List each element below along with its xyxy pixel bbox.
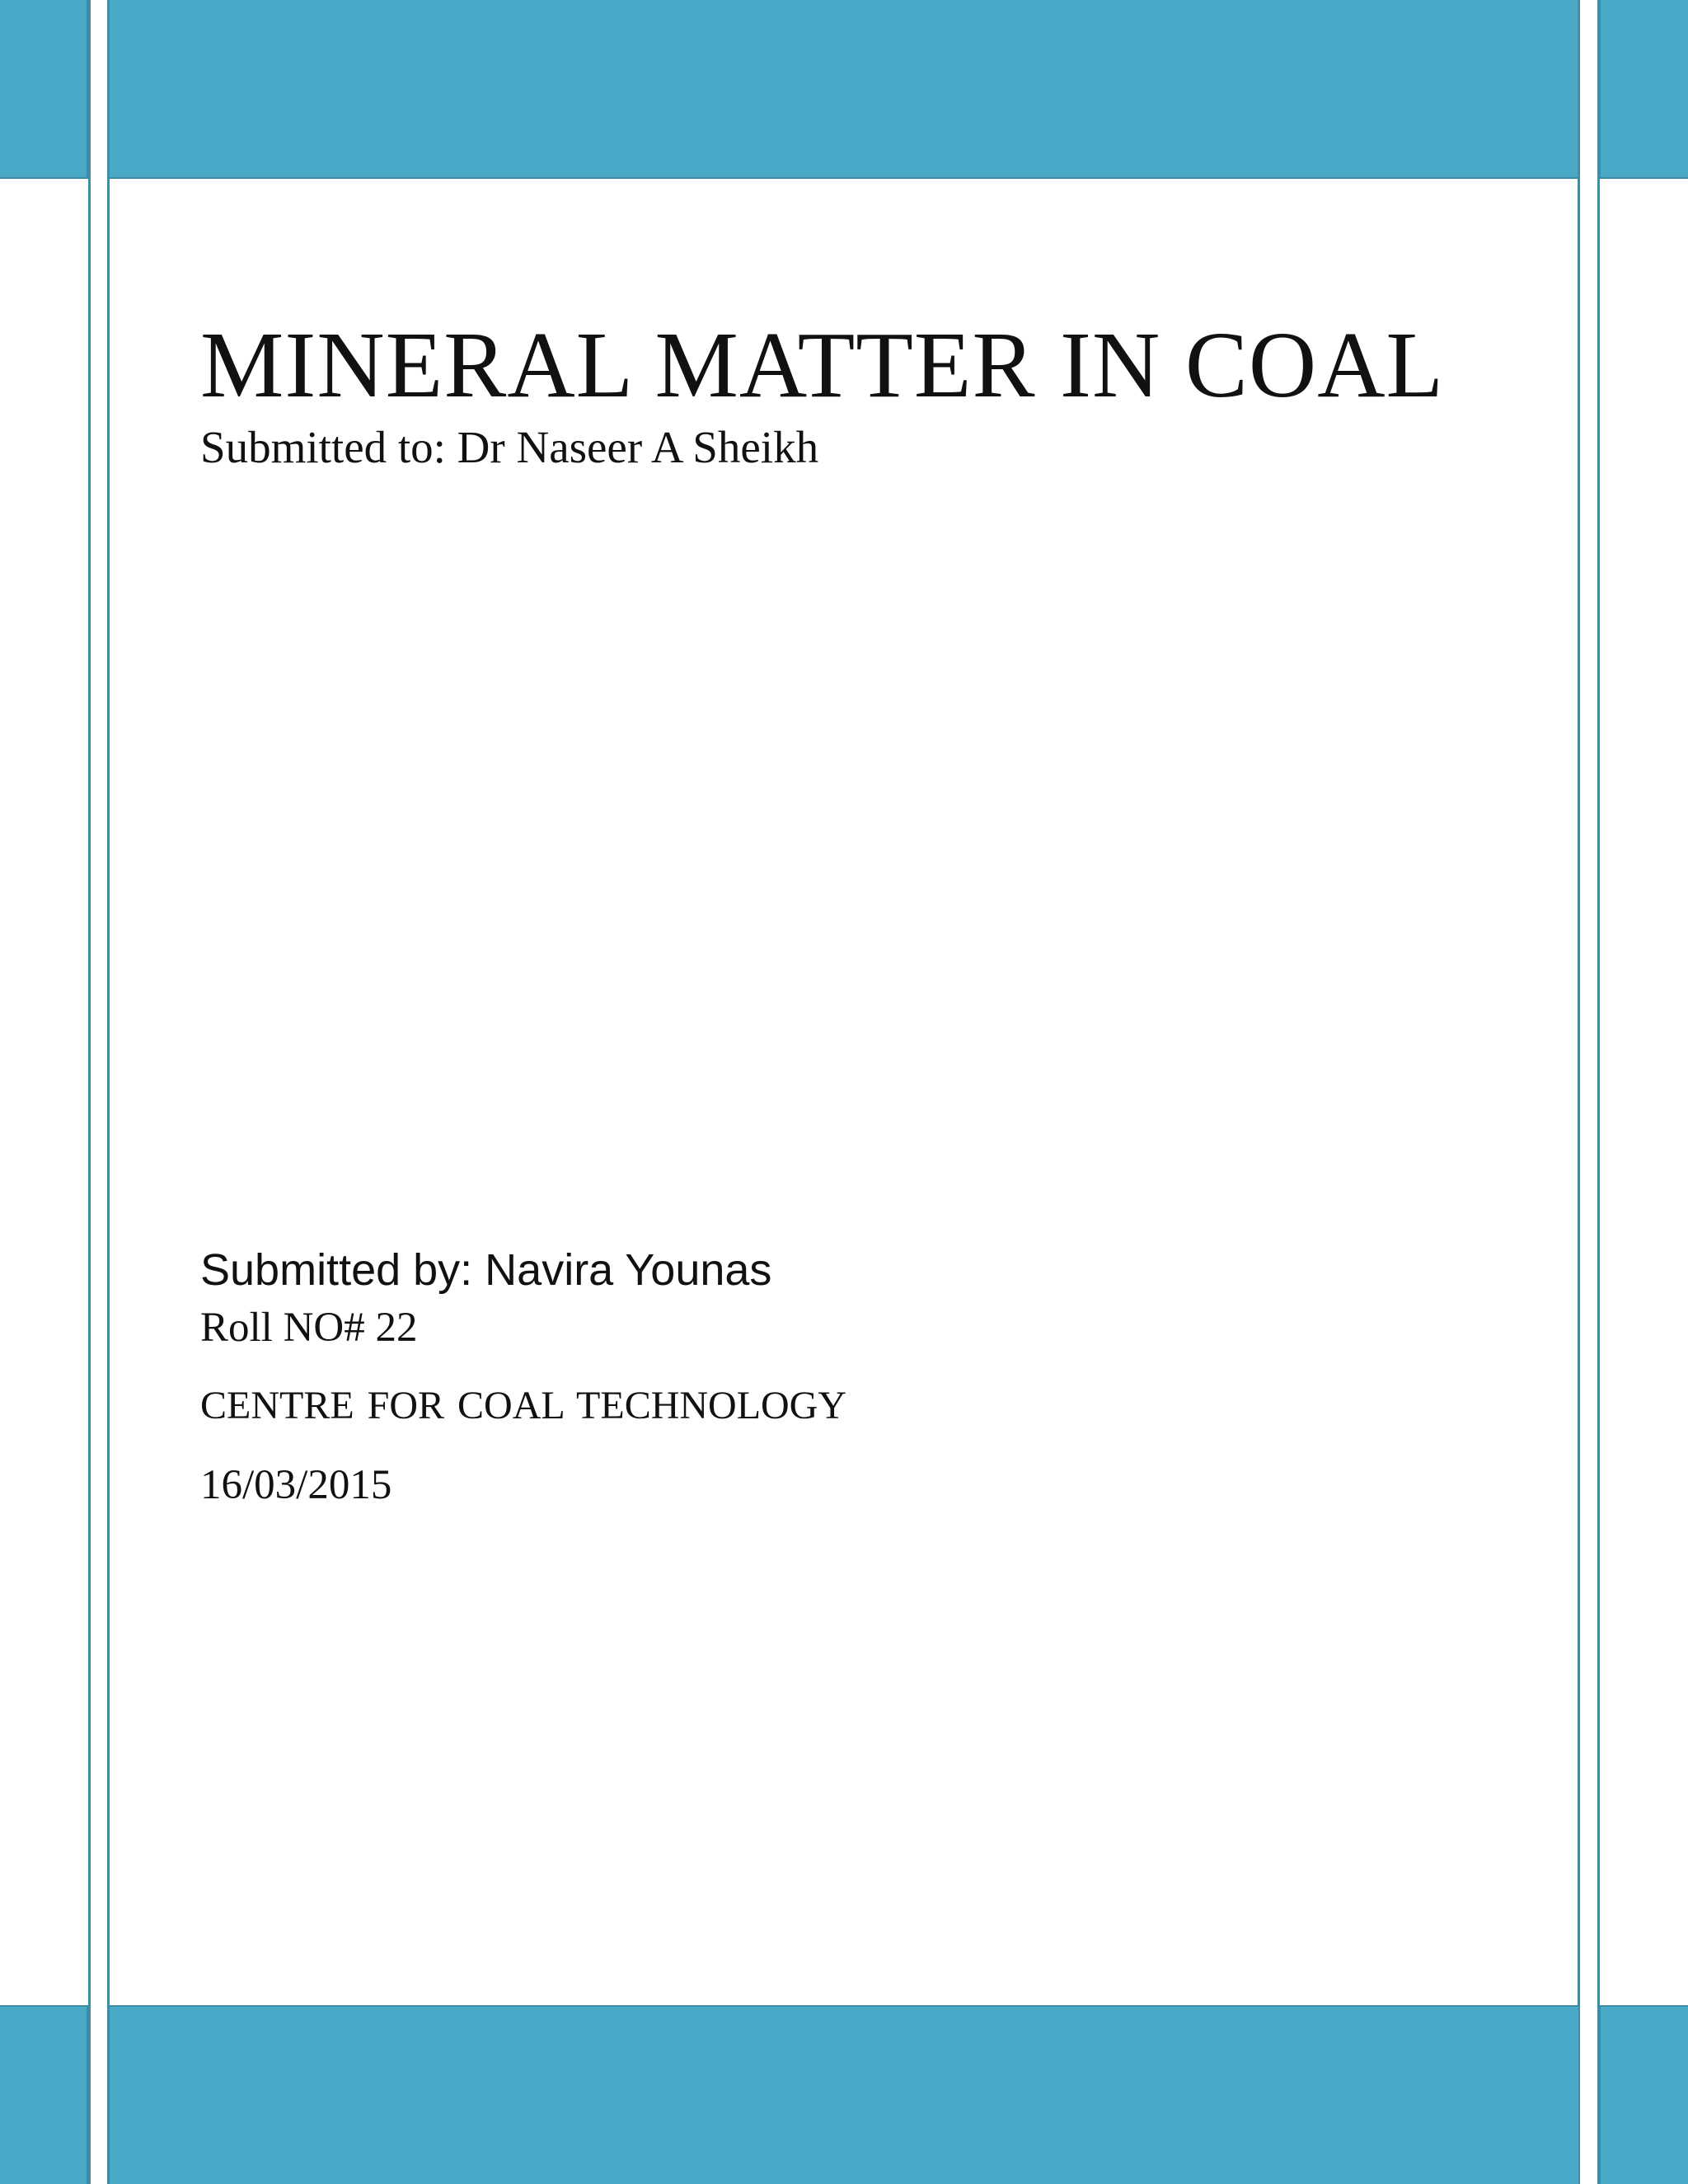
submitted-to: Submitted to: Dr Naseer A Sheikh: [200, 422, 819, 473]
bottom-band-left: [0, 2005, 88, 2184]
frame-line-left-outer: [88, 0, 91, 2184]
bottom-band-right: [1599, 2005, 1688, 2184]
institution-name: CENTRE FOR COAL TECHNOLOGY: [200, 1384, 847, 1427]
frame-line-right-inner: [1578, 0, 1580, 2184]
author-block: [200, 1244, 846, 1509]
top-band-left: [0, 0, 88, 179]
frame-line-right-outer: [1597, 0, 1600, 2184]
title-block: [200, 313, 1536, 473]
submission-date: 16/03/2015: [200, 1462, 392, 1508]
document-title: MINERAL MATTER IN COAL: [200, 312, 1445, 417]
top-band-right: [1599, 0, 1688, 179]
bottom-band-center: [108, 2005, 1580, 2184]
frame-line-left-inner: [107, 0, 110, 2184]
submitted-by: Submitted by: Navira Younas: [200, 1245, 772, 1295]
top-band-center: [108, 0, 1580, 179]
roll-number: Roll NO# 22: [200, 1305, 418, 1351]
